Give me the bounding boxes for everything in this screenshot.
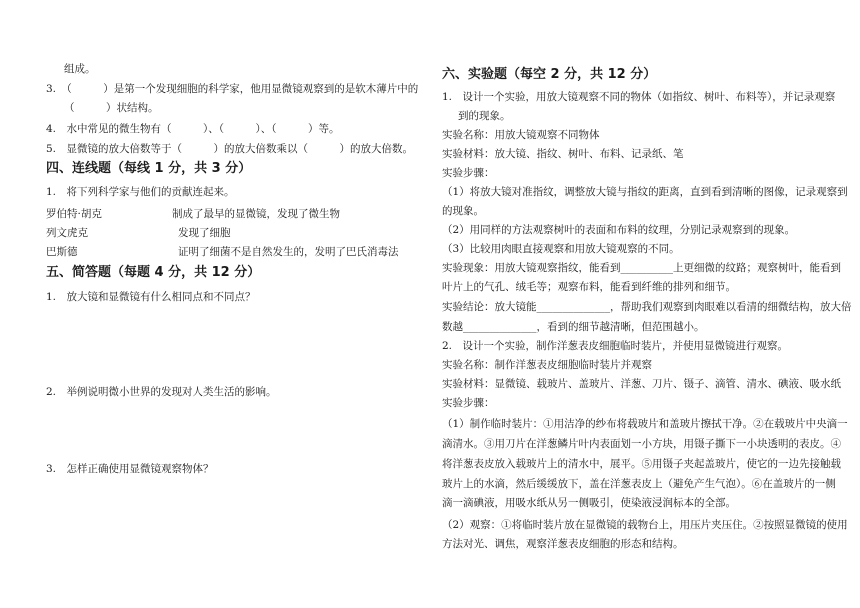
scientist-contribution: 制成了最早的显微镜，发现了微生物 [172,208,340,220]
short-answer-question-3: 3. 怎样正确使用显微镜观察物体？ [46,463,214,475]
experiment-line: 将洋葱表皮放入载玻片上的清水中，展平。⑤用镊子夹起盖玻片，使它的一边先接触载 [442,458,841,470]
section-5-heading: 五、简答题（每题 4 分，共 12 分） [46,265,261,280]
experiment-line: 实验名称：用放大镜观察不同物体 [442,129,600,141]
experiment-line: 1. 设计一个实验，用放大镜观察不同的物体（如指纹、树叶、布料等），并记录观察 [442,91,836,103]
scientist-name: 罗伯特·胡克 [46,208,102,220]
experiment-line: （2）用同样的方法观察树叶的表面和布料的纹理，分别记录观察到的现象。 [442,224,796,236]
experiment-line: （1）制作临时装片：①用洁净的纱布将载玻片和盖玻片擦拭干净。②在载玻片中央滴一 [442,418,848,430]
experiment-line: 实验步骤： [442,397,495,409]
fill-question-3-line1: 3. （ ）是第一个发现细胞的科学家，他用显微镜观察到的是软木薄片中的 [46,83,419,95]
experiment-line: （1）将放大镜对准指纹，调整放大镜与指纹的距离，直到看到清晰的图像，记录观察到 [442,186,848,198]
experiment-line: 实验结论：放大镜能______________，帮助我们观察到肉眼难以看清的细微结构，放大倍 [442,301,852,313]
experiment-line: 实验现象：用放大镜观察指纹，能看到__________上更细微的纹路；观察树叶，能看到 [442,262,841,274]
section-6-heading: 六、实验题（每空 2 分，共 12 分） [442,67,657,82]
experiment-line: 实验材料：显微镜、载玻片、盖玻片、洋葱、刀片、镊子、滴管、清水、碘液、吸水纸 [442,378,841,390]
section-4-heading: 四、连线题（每线 1 分，共 3 分） [46,161,252,176]
scientist-contribution: 发现了细胞 [178,227,231,239]
scientist-name: 巴斯德 [46,246,78,258]
experiment-line: 实验名称：制作洋葱表皮细胞临时装片并观察 [442,359,652,371]
experiment-line: 的现象。 [442,205,484,217]
experiment-line: 方法对光、调焦，观察洋葱表皮细胞的形态和结构。 [442,538,684,550]
experiment-line: （3）比较用肉眼直接观察和用放大镜观察的不同。 [442,243,680,255]
scientist-name: 列文虎克 [46,227,88,239]
experiment-line: 玻片上的水滴，然后缓缓放下，盖在洋葱表皮上（避免产生气泡）。⑥在盖玻片的一侧 [442,478,836,490]
short-answer-question-1: 1. 放大镜和显微镜有什么相同点和不同点？ [46,291,256,303]
fill-question-3-line2: （ ）状结构。 [64,102,159,114]
experiment-line: 数越______________，看到的细节越清晰，但范围越小。 [442,321,705,333]
experiment-line: 实验材料：放大镜、指纹、树叶、布料、记录纸、笔 [442,148,684,160]
experiment-line: 到的现象。 [458,110,511,122]
fill-question-4: 4. 水中常见的微生物有（ ）、（ ）、（ ）等。 [46,123,340,135]
experiment-line: （2）观察：①将临时装片放在显微镜的载物台上，用压片夹压住。②按照显微镜的使用 [442,519,848,531]
experiment-line: 叶片上的气孔、绒毛等；观察布料，能看到纤维的排列和细节。 [442,281,736,293]
continued-line: 组成。 [64,63,96,75]
scientist-contribution: 证明了细菌不是自然发生的，发明了巴氏消毒法 [178,246,399,258]
experiment-line: 实验步骤： [442,167,495,179]
experiment-line: 滴一滴碘液，用吸水纸从另一侧吸引，使染液浸润标本的全部。 [442,497,736,509]
matching-question-1: 1. 将下列科学家与他们的贡献连起来。 [46,186,235,198]
fill-question-5: 5. 显微镜的放大倍数等于（ ）的放大倍数乘以（ ）的放大倍数。 [46,143,414,155]
experiment-line: 滴清水。③用刀片在洋葱鳞片叶内表面划一小方块，用镊子撕下一小块透明的表皮。④ [442,438,841,450]
short-answer-question-2: 2. 举例说明微小世界的发现对人类生活的影响。 [46,386,277,398]
experiment-line: 2. 设计一个实验，制作洋葱表皮细胞临时装片，并使用显微镜进行观察。 [442,340,789,352]
